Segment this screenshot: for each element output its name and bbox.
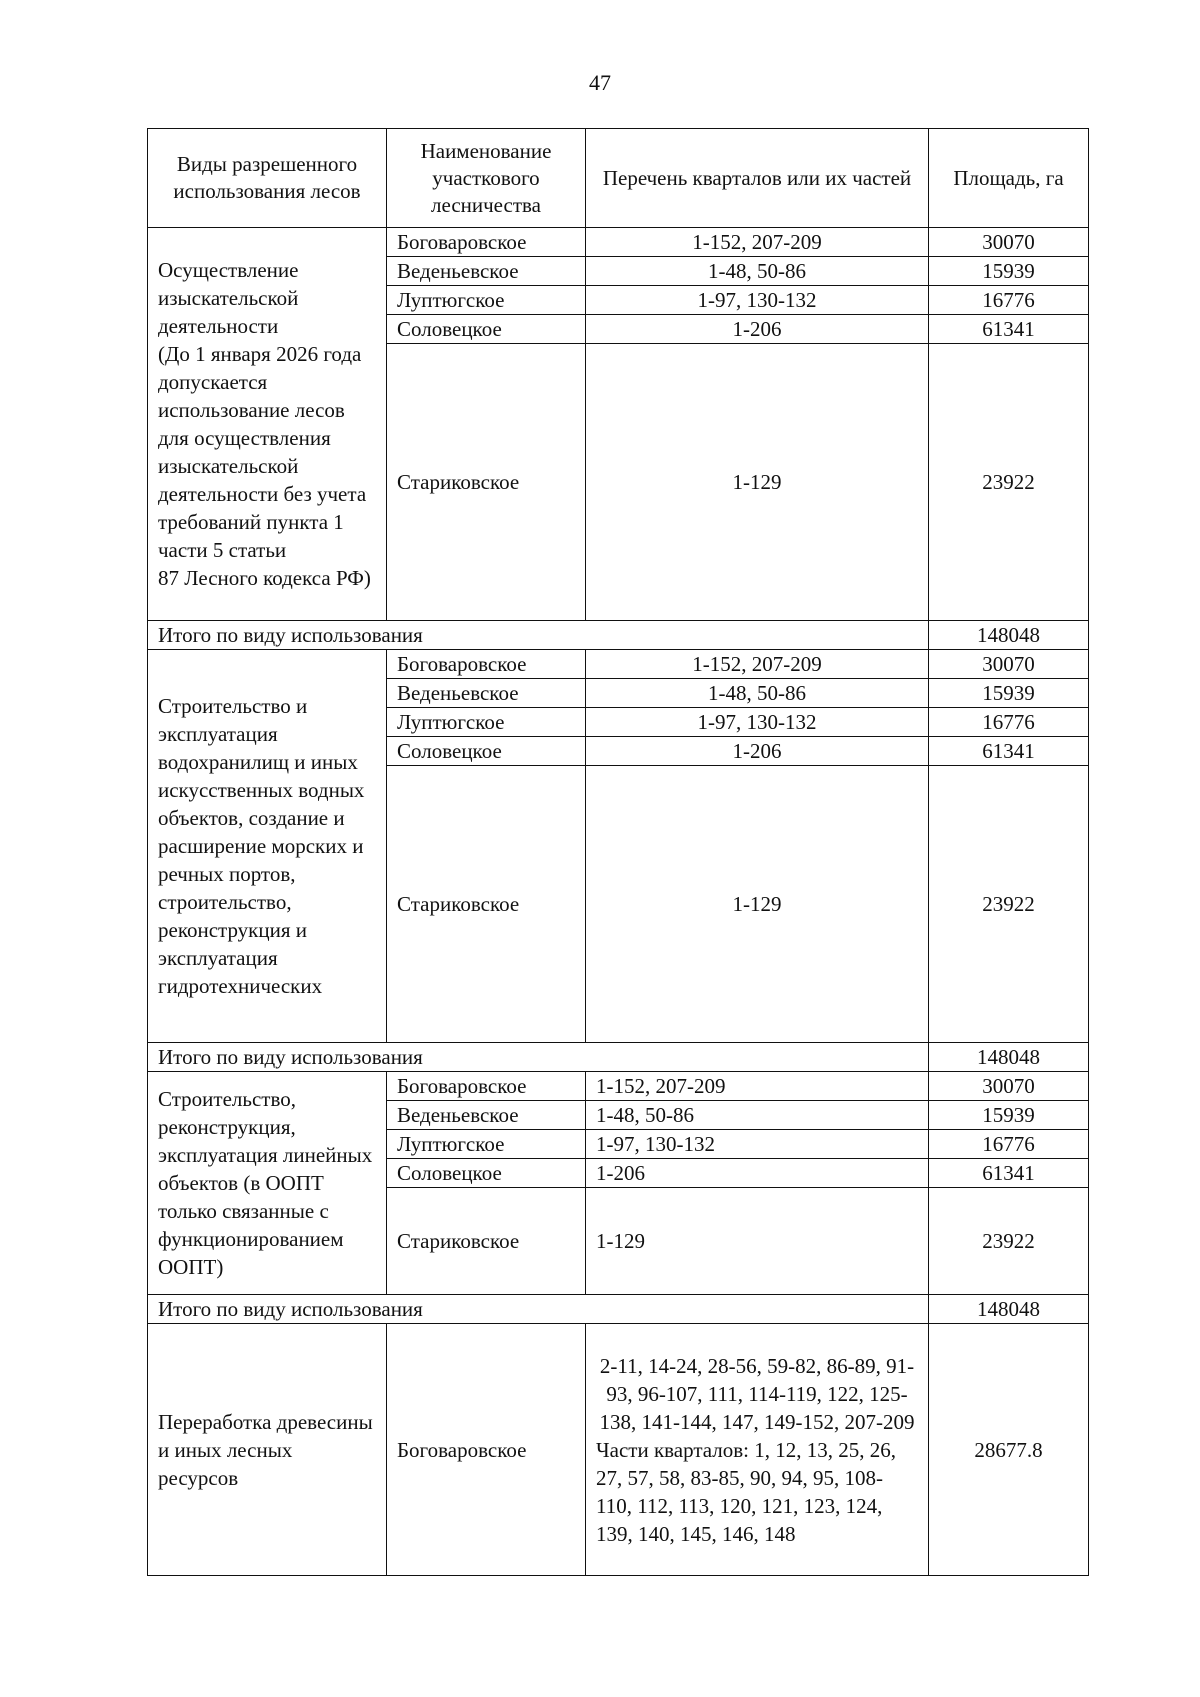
- area-cell: 23922: [929, 1188, 1089, 1295]
- quarters-full-list: 2-11, 14-24, 28-56, 59-82, 86-89, 91-93, 96-107, 111, 114-119, 122, 125-138, 141-144, 147, 149-152, 207-209: [599, 1353, 915, 1434]
- forestry-cell: Боговаровское: [387, 228, 586, 257]
- total-value: 148048: [929, 1295, 1089, 1324]
- forestry-cell: Веденьевское: [387, 1101, 586, 1130]
- header-kind: Виды разрешенного использования лесов: [148, 129, 387, 228]
- quarters-cell: 1-48, 50-86: [586, 679, 929, 708]
- forestry-cell: Веденьевское: [387, 257, 586, 286]
- area-cell: 30070: [929, 1072, 1089, 1101]
- area-cell: 28677.8: [929, 1324, 1089, 1576]
- quarters-cell: 1-206: [586, 1159, 929, 1188]
- area-cell: 15939: [929, 679, 1089, 708]
- area-cell: 16776: [929, 286, 1089, 315]
- forestry-cell: Стариковское: [387, 344, 586, 621]
- area-cell: 61341: [929, 315, 1089, 344]
- forestry-cell: Боговаровское: [387, 650, 586, 679]
- total-label: Итого по виду использования: [148, 621, 929, 650]
- total-value: 148048: [929, 1043, 1089, 1072]
- forestry-cell: Соловецкое: [387, 737, 586, 766]
- table-row: [148, 1072, 1089, 1101]
- area-cell: 16776: [929, 708, 1089, 737]
- table-header-row: [148, 129, 1089, 228]
- total-row: [148, 621, 1089, 650]
- quarters-cell: 1-129: [586, 766, 929, 1043]
- forestry-cell: Веденьевское: [387, 679, 586, 708]
- forest-use-table: [147, 128, 1089, 1576]
- table-row: [148, 228, 1089, 257]
- usage-kind-cell: Переработка древесины и иных лесных ресурсов: [148, 1324, 387, 1576]
- quarters-cell: 1-48, 50-86: [586, 1101, 929, 1130]
- usage-kind-cell: Строительство и эксплуатация водохранилищ и иных искусственных водных объектов, создание и расширение морских и речных портов, строительство, реконструкция и эксплуатация гидротехнических: [148, 650, 387, 1043]
- area-cell: 61341: [929, 1159, 1089, 1188]
- total-row: [148, 1043, 1089, 1072]
- forestry-cell: Луптюгское: [387, 286, 586, 315]
- quarters-cell: 1-206: [586, 315, 929, 344]
- area-cell: 30070: [929, 650, 1089, 679]
- forestry-cell: Луптюгское: [387, 708, 586, 737]
- header-forestry: Наименование участкового лесничества: [387, 129, 586, 228]
- quarters-cell: 1-97, 130-132: [586, 708, 929, 737]
- quarters-cell: 1-129: [586, 1188, 929, 1295]
- area-cell: 23922: [929, 344, 1089, 621]
- quarters-cell: 1-129: [586, 344, 929, 621]
- area-cell: 23922: [929, 766, 1089, 1043]
- total-value: 148048: [929, 621, 1089, 650]
- quarters-cell: 1-152, 207-209: [586, 650, 929, 679]
- forestry-cell: Соловецкое: [387, 1159, 586, 1188]
- quarters-cell: 1-97, 130-132: [586, 1130, 929, 1159]
- quarters-cell: 1-48, 50-86: [586, 257, 929, 286]
- quarters-cell: 1-152, 207-209: [586, 228, 929, 257]
- forestry-cell: Стариковское: [387, 1188, 586, 1295]
- quarters-cell: 1-206: [586, 737, 929, 766]
- area-cell: 30070: [929, 228, 1089, 257]
- area-cell: 61341: [929, 737, 1089, 766]
- forestry-cell: Стариковское: [387, 766, 586, 1043]
- total-row: [148, 1295, 1089, 1324]
- header-area: Площадь, га: [929, 129, 1089, 228]
- area-cell: 15939: [929, 257, 1089, 286]
- total-label: Итого по виду использования: [148, 1043, 929, 1072]
- usage-kind-cell: Строительство, реконструкция, эксплуатация линейных объектов (в ООПТ только связанные с функционированием ООПТ): [148, 1072, 387, 1295]
- quarters-parts-list: Части кварталов: 1, 12, 13, 25, 26, 27, 57, 58, 83-85, 90, 94, 95, 108-110, 112, 113, 120, 121, 123, 124, 139, 140, 145, 146, 148: [596, 1437, 897, 1546]
- forestry-cell: Боговаровское: [387, 1072, 586, 1101]
- quarters-cell: 1-152, 207-209: [586, 1072, 929, 1101]
- area-cell: 16776: [929, 1130, 1089, 1159]
- table-row: [148, 1324, 1089, 1576]
- forestry-cell: Боговаровское: [387, 1324, 586, 1576]
- page-number: 47: [589, 70, 611, 95]
- forestry-cell: Луптюгское: [387, 1130, 586, 1159]
- total-label: Итого по виду использования: [148, 1295, 929, 1324]
- table-row: [148, 650, 1089, 679]
- forestry-cell: Соловецкое: [387, 315, 586, 344]
- area-cell: 15939: [929, 1101, 1089, 1130]
- quarters-cell: [586, 1324, 929, 1576]
- quarters-cell: 1-97, 130-132: [586, 286, 929, 315]
- header-quarters: Перечень кварталов или их частей: [586, 129, 929, 228]
- usage-kind-cell: Осуществление изыскательской деятельности (До 1 января 2026 года допускается использование лесов для осуществления изыскательской деятельности без учета требований пункта 1 части 5 статьи 87 Лесного кодекса РФ): [148, 228, 387, 621]
